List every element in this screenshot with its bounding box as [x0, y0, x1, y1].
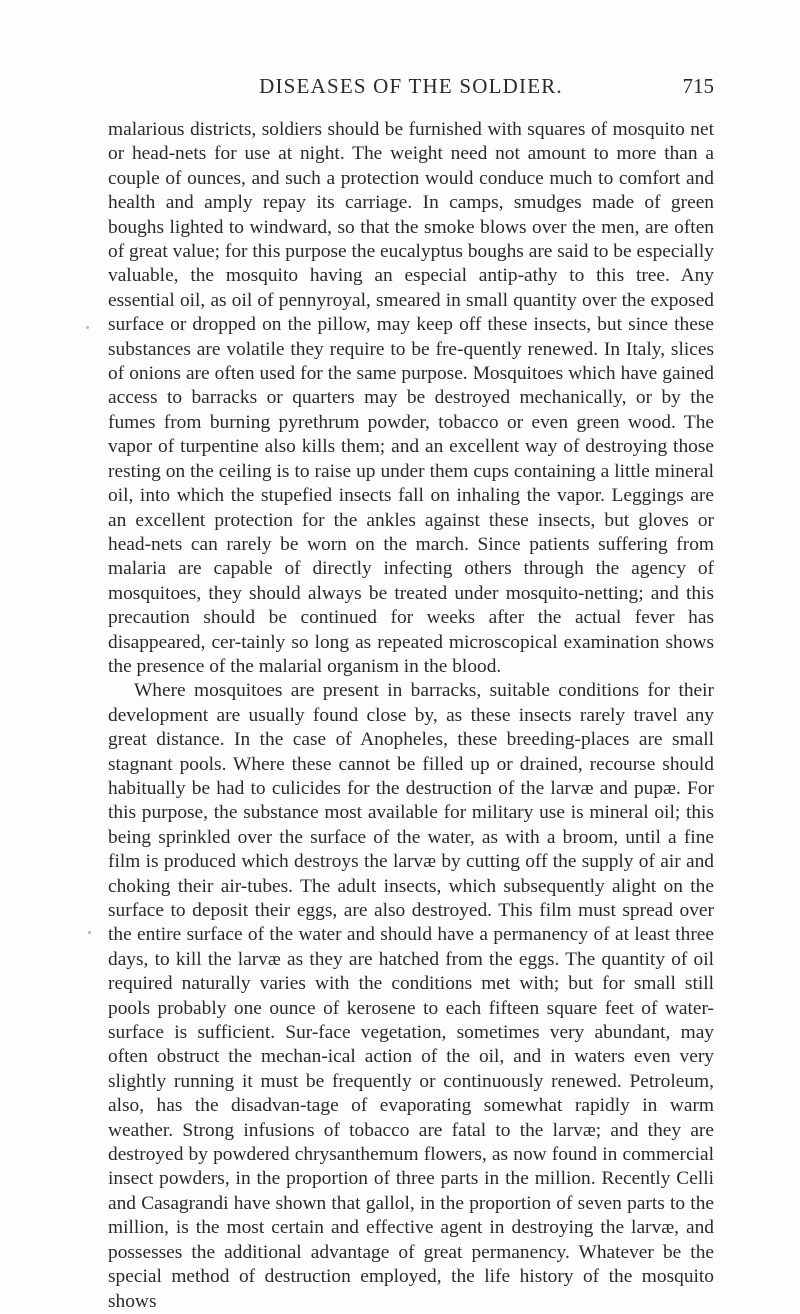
- paragraph-breeding-places: Where mosquitoes are present in barracks, suitable conditions for their development are usually found close by, as these insects rarely travel any great distance. In the case of Anopheles, these breeding-places are small stagnant pools. Where these cannot be filled up or drained, recourse should habitually be had to culicides for the destruction of the larvæ and pupæ. For this purpose, the substance most available for military use is mineral oil; this being sprinkled over the surface of the water, as with a broom, until a fine film is produced which destroys the larvæ by cutting off the supply of air and choking their air-tubes. The adult insects, which subsequently alight on the surface to deposit their eggs, are also destroyed. This film must spread over the entire surface of the water and should have a permanency of at least three days, to kill the larvæ as they are hatched from the eggs. The quantity of oil required naturally varies with the conditions met with; but for small still pools probably one ounce of kerosene to each fifteen square feet of water-surface is sufficient. Sur-face vegetation, sometimes very abundant, may often obstruct the mechan-ical action of the oil, and in waters even very slightly running it must be frequently or continuously renewed. Petroleum, also, has the disadvan-tage of evaporating somewhat rapidly in warm weather. Strong infusions of tobacco are fatal to the larvæ; and they are destroyed by powdered chrysanthemum flowers, as now found in commercial insect powders, in the proportion of three parts in the million. Recently Celli and Casagrandi have shown that gallol, in the proportion of seven parts to the million, is the most certain and effective agent in destroying the larvæ, and possesses the additional advantage of great permanency. Whatever be the special method of destruction employed, the life history of the mosquito shows: [108, 680, 714, 1312]
- running-header: [108, 74, 714, 104]
- print-speck: [88, 931, 91, 934]
- print-speck: [86, 326, 89, 329]
- page-number: 715: [682, 74, 714, 98]
- paragraph-continued: malarious districts, soldiers should be furnished with squares of mosquito net or head-nets for use at night. The weight need not amount to more than a couple of ounces, and such a protection would conduce much to comfort and health and amply repay its carriage. In camps, smudges made of green boughs lighted to windward, so that the smoke blows over the men, are often of great value; for this purpose the eucalyptus boughs are said to be especially valuable, the mosquito having an especial antip-athy to this tree. Any essential oil, as oil of pennyroyal, smeared in small quantity over the exposed surface or dropped on the pillow, may keep off these insects, but since these substances are volatile they require to be fre-quently renewed. In Italy, slices of onions are often used for the same purpose. Mosquitoes which have gained access to barracks or quarters may be destroyed mechanically, or by the fumes from burning pyrethrum powder, tobacco or even green wood. The vapor of turpentine also kills them; and an excellent way of destroying those resting on the ceiling is to raise up under them cups containing a little mineral oil, into which the stupefied insects fall on inhaling the vapor. Leggings are an excellent protection for the ankles against these insects, but gloves or head-nets can rarely be worn on the march. Since patients suffering from malaria are capable of directly infecting others through the agency of mosquitoes, they should always be treated under mosquito-netting; and this precaution should be continued for weeks after the actual fever has disappeared, cer-tainly so long as repeated microscopical examination shows the presence of the malarial organism in the blood.: [108, 119, 714, 677]
- body-text: [108, 118, 714, 1314]
- running-title: DISEASES OF THE SOLDIER.: [259, 74, 563, 98]
